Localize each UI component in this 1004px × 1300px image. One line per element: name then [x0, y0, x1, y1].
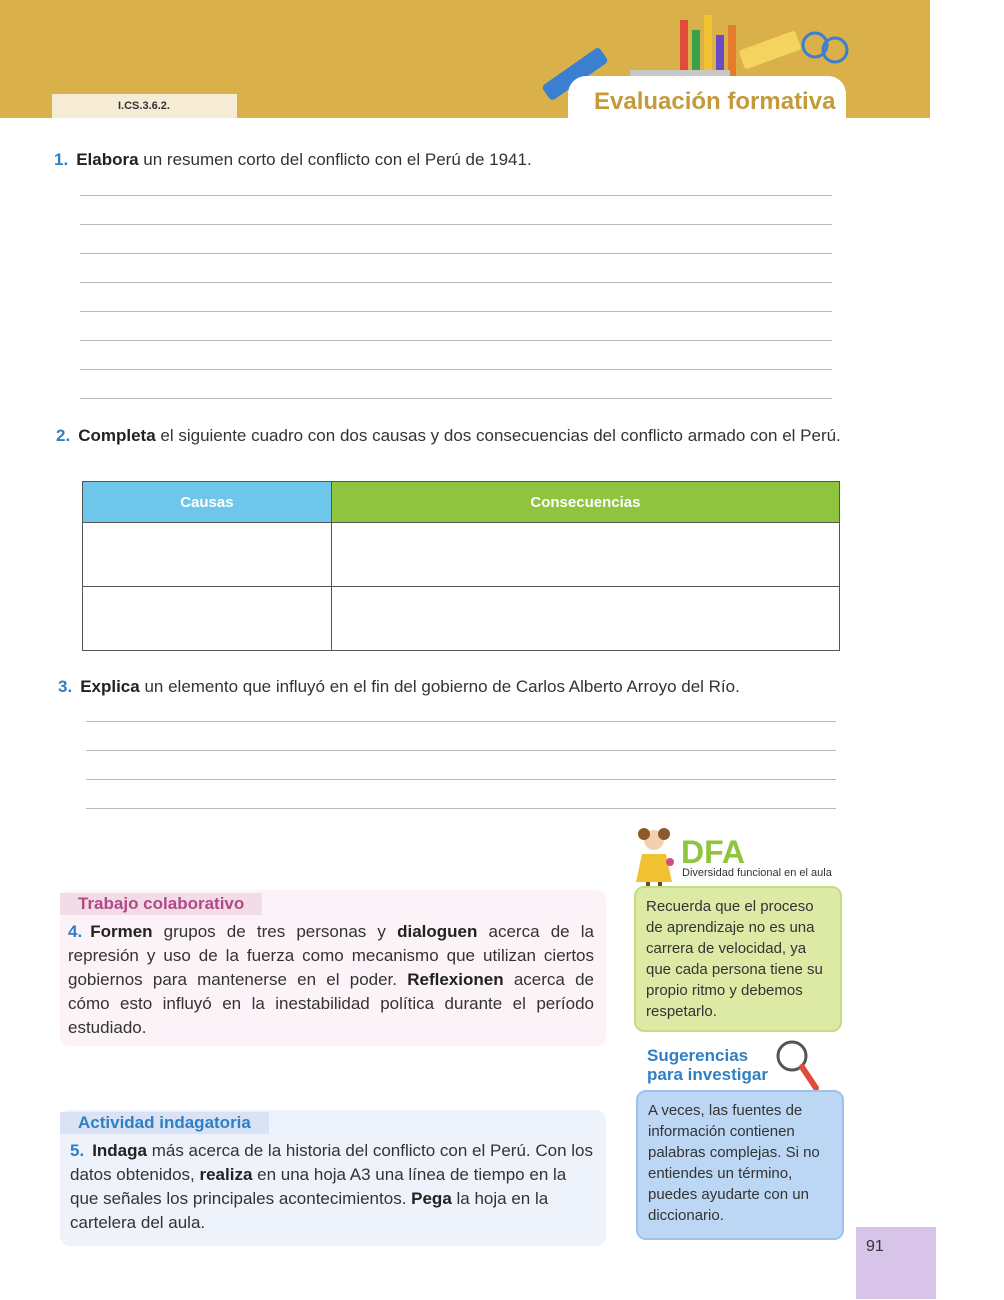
suggestions-title: [647, 1046, 768, 1084]
activity-text: más acerca de la historia del conflicto con el Perú. Con los datos obtenidos,: [70, 1141, 593, 1184]
question-number: 4.: [68, 922, 83, 941]
activity-5: [70, 1139, 596, 1235]
activity-text: grupos de tres personas y: [152, 922, 398, 941]
activity-text: en una hoja A3 una línea de tiempo en la que señales los principales acontecimientos.: [70, 1165, 567, 1208]
bold-verb: Reflexionen: [407, 970, 504, 989]
collaborative-work-label: Trabajo colaborativo: [60, 893, 262, 915]
magnifier-icon: [774, 1038, 820, 1092]
answer-line[interactable]: [86, 750, 836, 751]
table-cell[interactable]: [331, 587, 839, 651]
question-text: el siguiente cuadro con dos causas y dos consecuencias del conflicto armado con el Perú.: [155, 426, 841, 445]
question-number: 1.: [54, 150, 69, 169]
table-cell[interactable]: [331, 523, 839, 587]
column-header-consecuencias: Consecuencias: [331, 482, 839, 523]
suggestions-title-line: Sugerencias: [647, 1046, 749, 1065]
answer-line[interactable]: [86, 808, 836, 809]
answer-line[interactable]: [80, 195, 832, 196]
question-text: un elemento que influyó en el fin del gobierno de Carlos Alberto Arroyo del Río.: [139, 677, 740, 696]
answer-line[interactable]: [86, 779, 836, 780]
table-cell[interactable]: [83, 587, 332, 651]
question-1: [54, 148, 834, 172]
bold-verb: Indaga: [92, 1141, 147, 1160]
question-verb: Explica: [80, 677, 140, 696]
bold-verb: Pega: [411, 1189, 452, 1208]
question-3: [58, 675, 838, 699]
curriculum-code: I.CS.3.6.2.: [52, 94, 237, 118]
bold-verb: realiza: [199, 1165, 253, 1184]
table-cell[interactable]: [83, 523, 332, 587]
page-margin: [930, 0, 1004, 1300]
activity-text: la hoja en la cartelera del aula.: [70, 1189, 549, 1232]
answer-line[interactable]: [80, 282, 832, 283]
question-verb: Elabora: [76, 150, 139, 169]
activity-4: [68, 920, 594, 1040]
answer-line[interactable]: [80, 398, 832, 399]
question-2: [56, 424, 846, 448]
column-header-causas: Causas: [83, 482, 332, 523]
bold-verb: dialoguen: [397, 922, 478, 941]
page-title: Evaluación formativa: [594, 88, 836, 115]
answer-line[interactable]: [80, 340, 832, 341]
answer-line[interactable]: [80, 224, 832, 225]
activity-text: acerca de cómo esto influyó en la inestabilidad política durante el período estudiado.: [68, 970, 594, 1037]
suggestions-title-line: para investigar: [647, 1065, 768, 1084]
answer-line[interactable]: [80, 311, 832, 312]
question-number: 2.: [56, 426, 71, 445]
dfa-box: Recuerda que el proceso de aprendizaje no es una carrera de velocidad, ya que cada persona tiene su propio ritmo y debemos respetarlo.: [634, 886, 842, 1032]
question-number: 5.: [70, 1141, 85, 1160]
page-number: 91: [856, 1227, 936, 1299]
answer-line[interactable]: [86, 721, 836, 722]
causes-consequences-table: [82, 481, 840, 651]
question-text: un resumen corto del conflicto con el Perú de 1941.: [138, 150, 532, 169]
girl-illustration: [624, 826, 680, 892]
answer-line[interactable]: [80, 253, 832, 254]
dfa-title: DFA: [681, 834, 745, 870]
bold-verb: Formen: [90, 922, 153, 941]
activity-text: acerca de la represión y uso de la fuerza como mecanismo que utilizan ciertos gobiernos para mantenerse en el poder.: [68, 922, 594, 989]
answer-line[interactable]: [80, 369, 832, 370]
question-number: 3.: [58, 677, 73, 696]
dfa-subtitle: Diversidad funcional en el aula: [682, 867, 832, 879]
question-verb: Completa: [78, 426, 156, 445]
suggestions-box: A veces, las fuentes de información contienen palabras complejas. Si no entiendes un término, puedes ayudarte con un diccionario.: [636, 1090, 844, 1240]
inquiry-activity-label: Actividad indagatoria: [60, 1112, 269, 1134]
